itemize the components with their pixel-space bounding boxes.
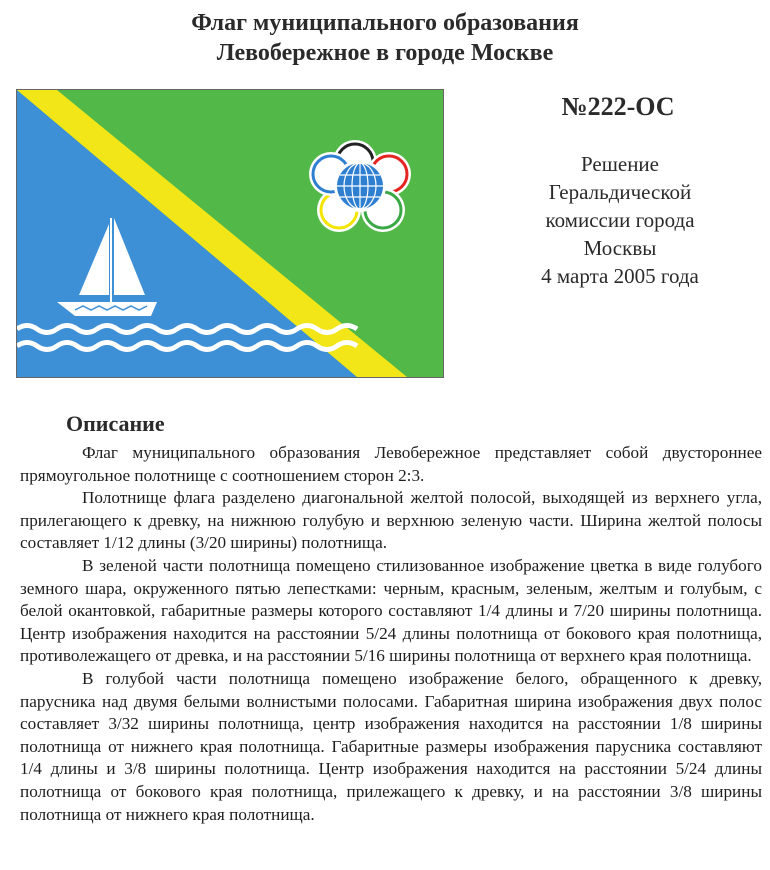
decision-line: Москвы <box>583 236 657 260</box>
section-heading: Описание <box>66 411 165 436</box>
description-paragraph: Флаг муниципального образования Левобережное представляет собой двустороннее прямоугольное полотнище с соотношением сторон 2:3. <box>20 443 762 485</box>
description-paragraph: Полотнище флага разделено диагональной желтой полосой, выходящей из верхнего угла, прилегающего к древку, на нижнюю голубую и верхнюю зеленую части. Ширина желтой полосы составляет 1/12 длины (3/20 ширины) полотнища. <box>20 488 762 553</box>
flag-graphic <box>17 90 443 377</box>
description-body <box>20 442 762 826</box>
description-paragraph: В голубой части полотнища помещено изображение белого, обращенного к древку, парусника над двумя белыми волнистыми полосами. Габаритная ширина изображения двух полос составляет 3/32 ширины полотнища, центр изображения находится на расстоянии 1/8 ширины полотнища от нижнего края полотнища. Габаритные размеры изображения парусника составляют 1/4 длины и 3/8 ширины полотнища. Центр изображения находится на расстоянии 5/24 длины полотнища от бокового края полотнища, прилежащего к древку, и на расстоянии 3/8 ширины полотнища от нижнего края полотнища. <box>20 668 762 824</box>
document-title <box>0 8 770 68</box>
decision-block <box>520 150 720 290</box>
decision-date: 4 марта 2005 года <box>541 264 699 288</box>
decree-number: №222-ОС <box>561 92 675 121</box>
description-paragraph: В зеленой части полотнища помещено стилизованное изображение цветка в виде голубого земного шара, окруженного пятью лепестками: черным, красным, зеленым, желтым и голубым, с белой окантовкой, габаритные размеры которого составляют 1/4 длины и 7/20 ширины полотнища. Центр изображения находится на расстоянии 5/24 длины полотнища от бокового края полотнища, противолежащего от древка, и на расстоянии 5/16 ширины полотнища от верхнего края полотнища. <box>20 555 762 666</box>
decision-line: Решение <box>580 152 659 176</box>
decision-line: комиссии города <box>545 208 695 232</box>
title-line-1: Флаг муниципального образования <box>191 10 579 36</box>
decision-line: Геральдической <box>548 180 692 204</box>
title-line-2: Левобережное в городе Москве <box>216 40 554 66</box>
municipal-flag <box>16 89 444 378</box>
